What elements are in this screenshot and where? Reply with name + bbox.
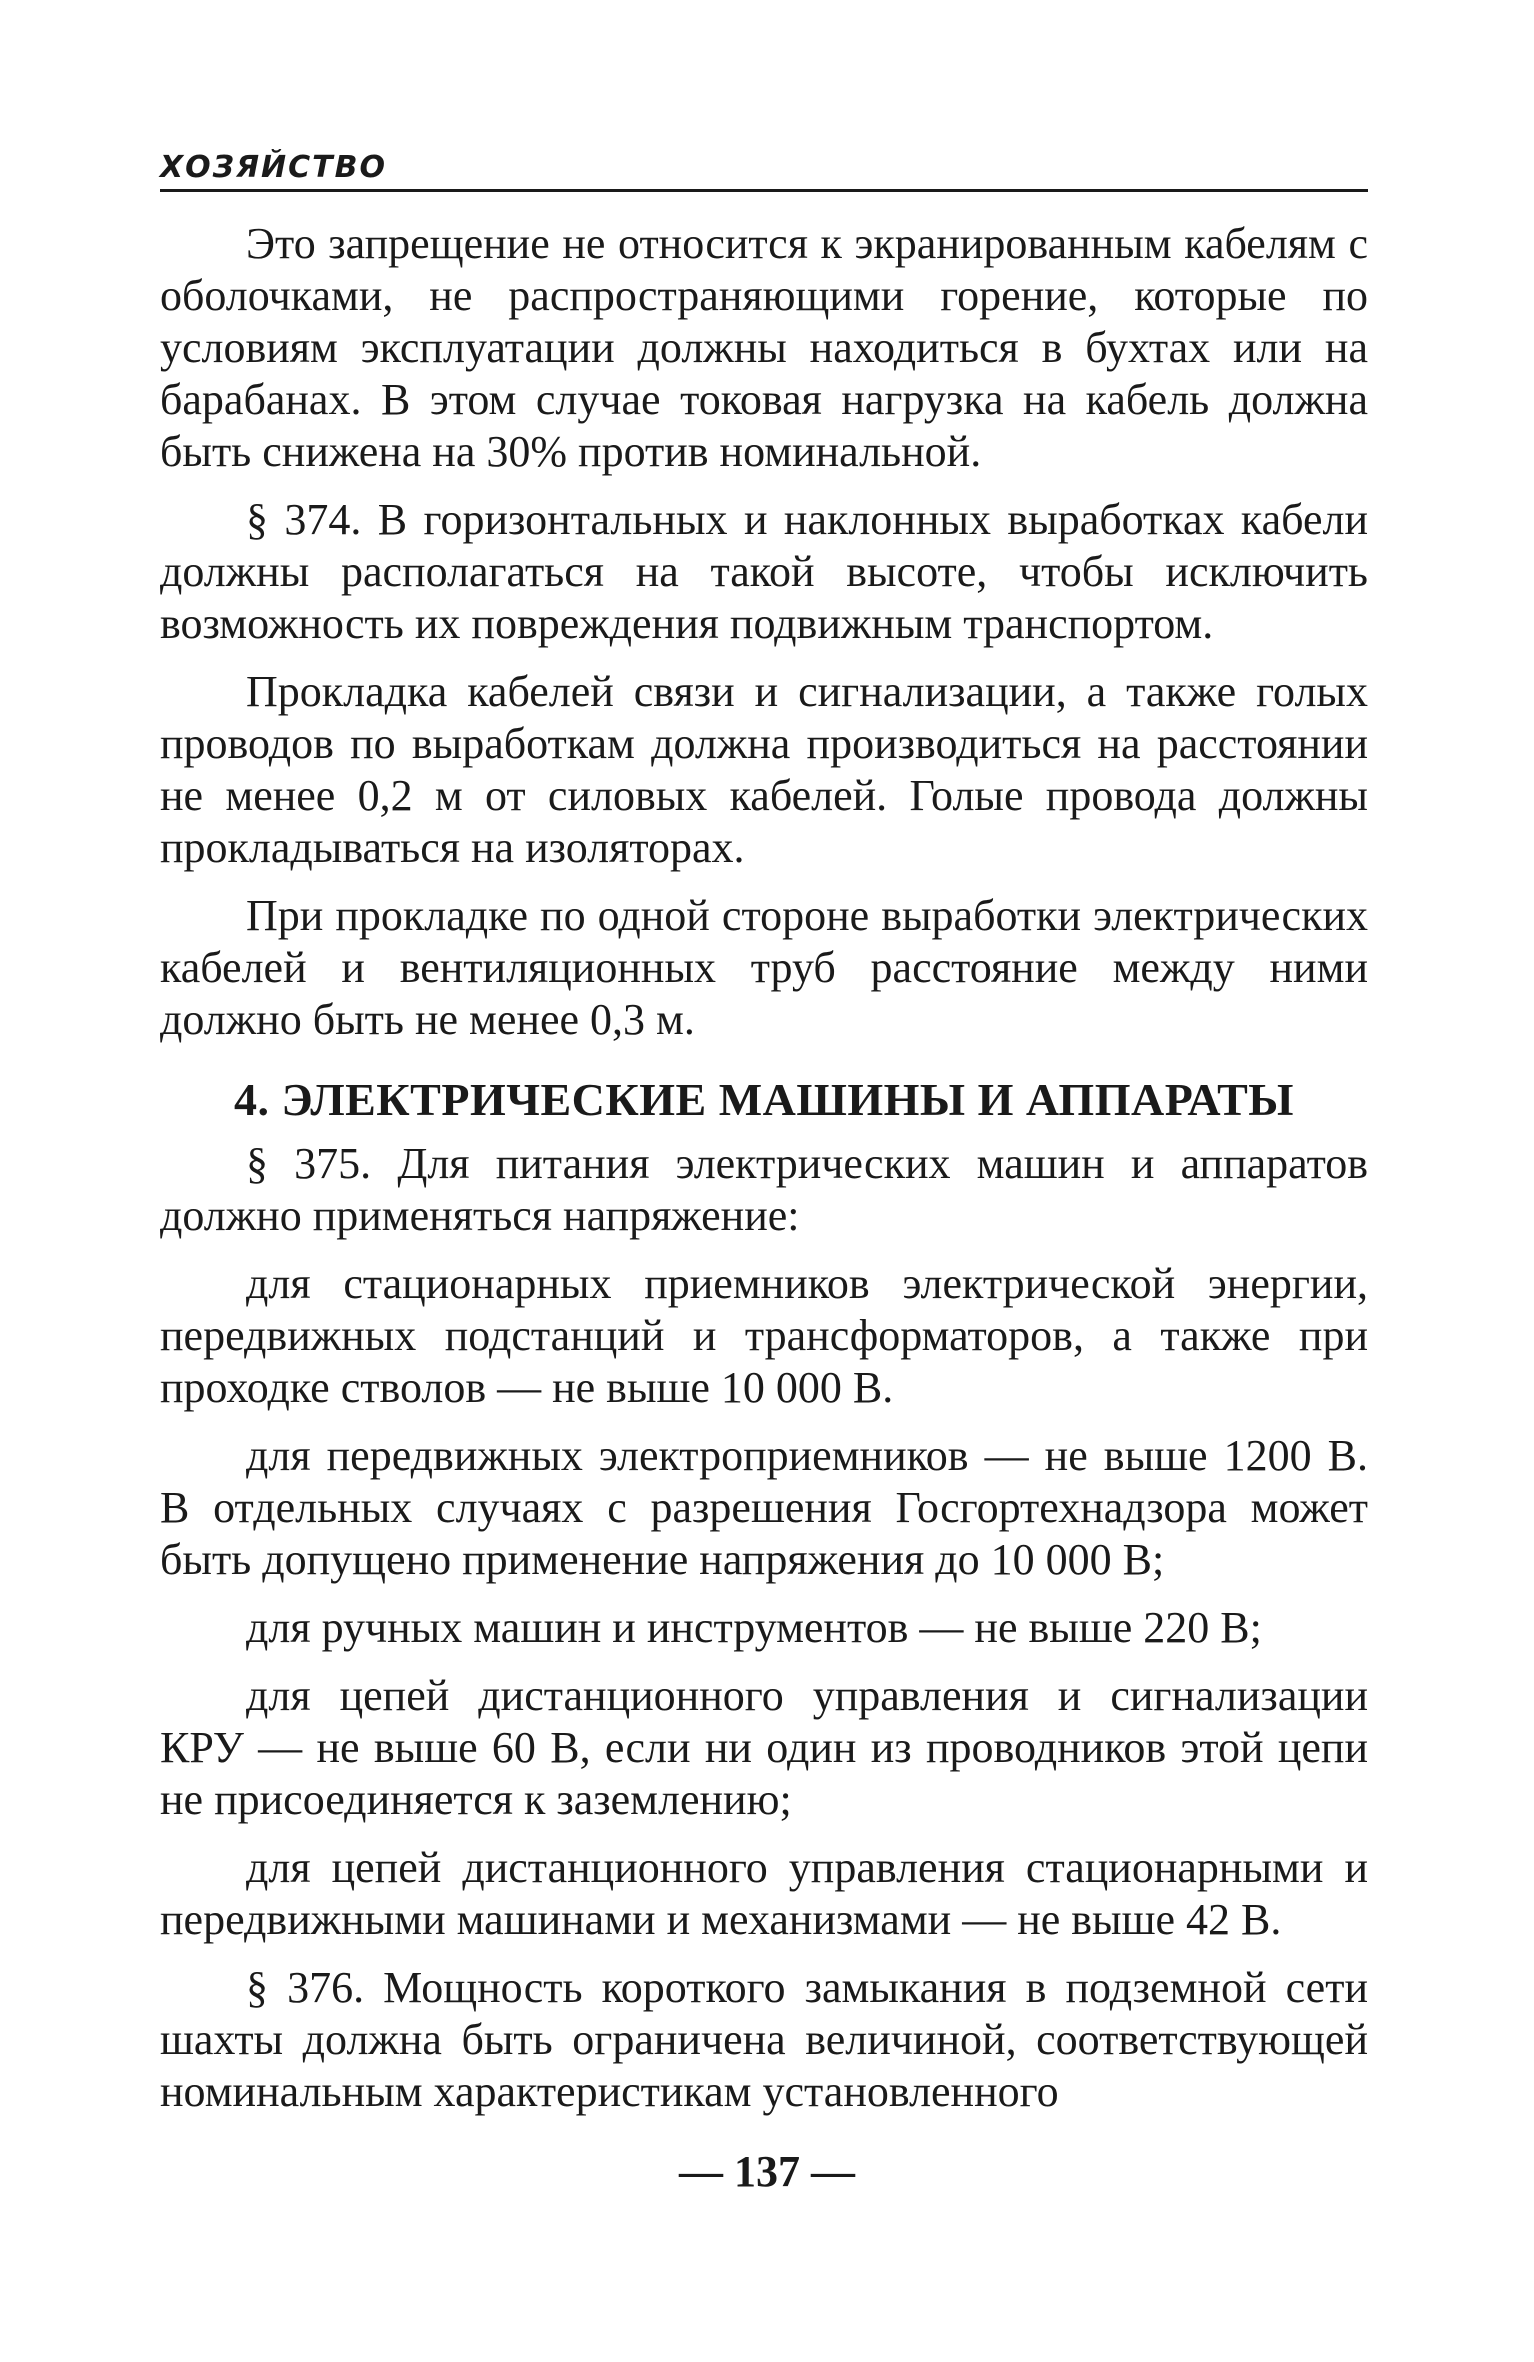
- list-item-voltage: для стационарных приемников электрической энергии, передвижных подстанций и трансформаторов, а также при проходке стволов — не выше 10 000 В.: [160, 1259, 1368, 1412]
- paragraph: Это запрещение не относится к экранированным кабелям с оболочками, не распространяющими горение, которые по условиям эксплуатации должны находиться в бухтах или на барабанах. В этом случае токовая нагрузка на кабель должна быть снижена на 30% против номинальной.: [160, 219, 1368, 476]
- paragraph-section-374: § 374. В горизонтальных и наклонных выработках кабели должны располагаться на такой высоте, чтобы исключить возможность их повреждения подвижным транспортом.: [160, 495, 1368, 648]
- paragraph: Прокладка кабелей связи и сигнализации, а также голых проводов по выработкам должна производиться на расстоянии не менее 0,2 м от силовых кабелей. Голые провода должны прокладываться на изоляторах.: [160, 667, 1368, 872]
- section-heading: 4. ЭЛЕКТРИЧЕСКИЕ МАШИНЫ И АППАРАТЫ: [234, 1074, 1294, 1125]
- list-item-voltage: для цепей дистанционного управления и сигнализации КРУ — не выше 60 В, если ни один из проводников этой цепи не присоединяется к заземлению;: [160, 1671, 1368, 1824]
- paragraph-section-375: § 375. Для питания электрических машин и аппаратов должно применяться напряжение:: [160, 1139, 1368, 1240]
- header-rule: [160, 189, 1368, 192]
- running-head: ХОЗЯЙСТВО: [160, 150, 388, 185]
- list-item-voltage: для цепей дистанционного управления стационарными и передвижными машинами и механизмами — не выше 42 В.: [160, 1843, 1368, 1944]
- body-text: [160, 218, 1368, 2118]
- list-item-voltage: для передвижных электроприемников — не выше 1200 В. В отдельных случаях с разрешения Госгортехнадзора может быть допущено применение напряжения до 10 000 В;: [160, 1431, 1368, 1584]
- list-item-voltage: для ручных машин и инструментов — не выше 220 В;: [246, 1603, 1262, 1652]
- paragraph: При прокладке по одной стороне выработки электрических кабелей и вентиляционных труб расстояние между ними должно быть не менее 0,3 м.: [160, 891, 1368, 1044]
- page-number: — 137 —: [679, 2147, 855, 2196]
- paragraph-section-376: § 376. Мощность короткого замыкания в подземной сети шахты должна быть ограничена величиной, соответствующей номинальным характеристикам установленного: [160, 1963, 1368, 2116]
